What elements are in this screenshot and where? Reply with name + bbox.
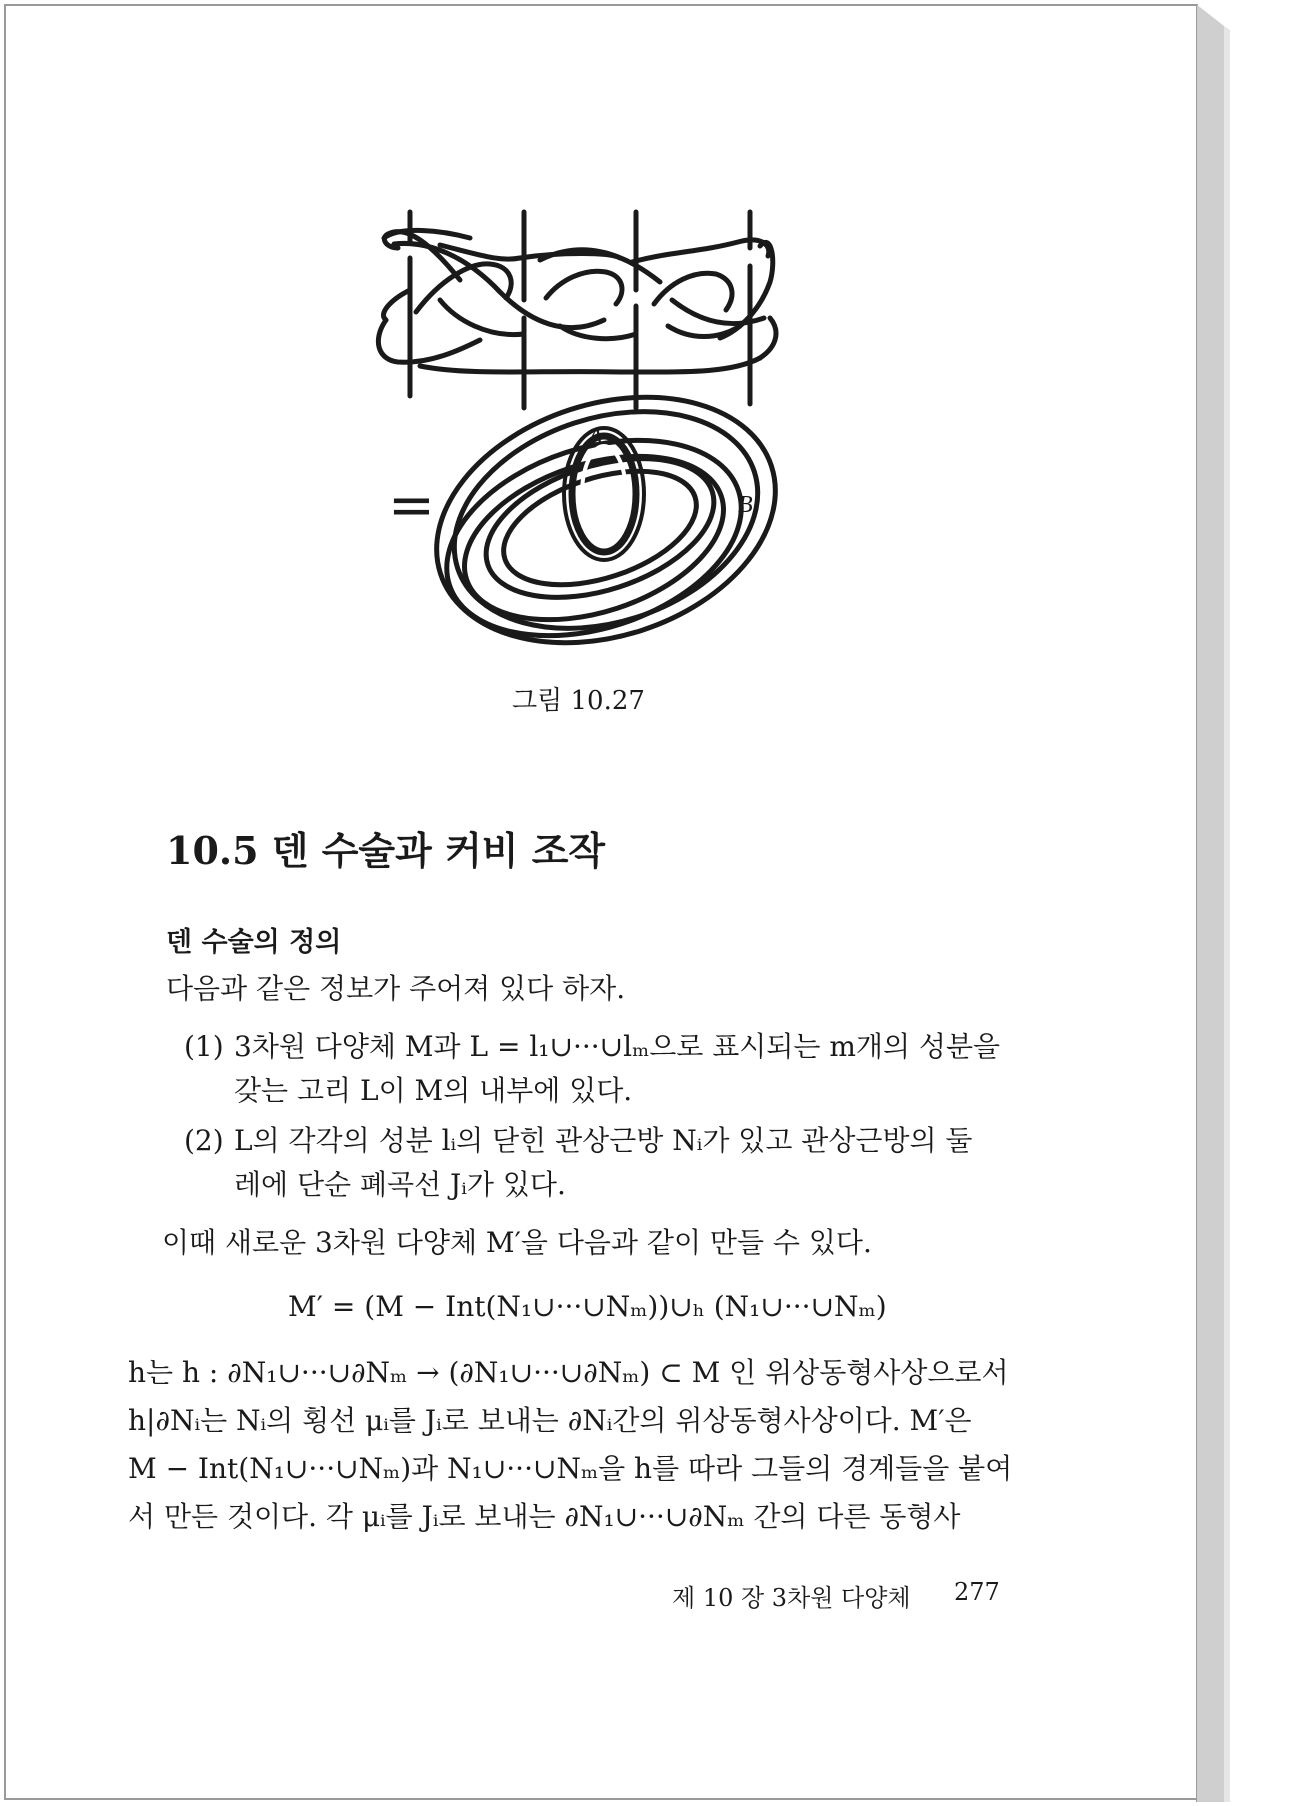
item-1-line-2: 갖는 고리 L이 M의 내부에 있다. xyxy=(234,1074,633,1107)
braided-link-diagram xyxy=(378,212,776,408)
page-number: 277 xyxy=(954,1578,1000,1606)
paragraph-line-3: M − Int(N₁∪···∪Nₘ)과 N₁∪···∪Nₘ을 h를 따라 그들의 경계들을 붙여 xyxy=(128,1452,1013,1485)
section-title: 10.5 덴 수술과 커비 조작 xyxy=(166,828,606,873)
label-b: B xyxy=(738,492,753,518)
paragraph-line-2: h|∂Nᵢ는 Nᵢ의 횡선 μᵢ를 Jᵢ로 보내는 ∂Nᵢ간의 위상동형사상이다. M′은 xyxy=(128,1404,972,1437)
paragraph-line-1: h는 h : ∂N₁∪···∪∂Nₘ → (∂N₁∪···∪∂Nₘ) ⊂ M 인 위상동형사상으로서 xyxy=(128,1356,1009,1389)
label-a: A xyxy=(588,424,603,450)
linked-torus-diagram xyxy=(405,356,808,684)
figure-10-27 xyxy=(0,0,1290,760)
definition-heading: 덴 수술의 정의 xyxy=(166,927,342,958)
item-2-line-2: 레에 단순 폐곡선 Jᵢ가 있다. xyxy=(234,1168,566,1201)
figure-caption: 그림 10.27 xyxy=(512,686,645,716)
paragraph-line-4: 서 만든 것이다. 각 μᵢ를 Jᵢ로 보내는 ∂N₁∪···∪∂Nₘ 간의 다른 동형사 xyxy=(128,1500,961,1533)
item-1-line-1: 3차원 다양체 M과 L = l₁∪···∪lₘ으로 표시되는 m개의 성분을 xyxy=(234,1030,1001,1063)
running-footer-chapter: 제 10 장 3차원 다양체 xyxy=(672,1584,911,1612)
item-1-number: (1) xyxy=(184,1030,224,1063)
display-formula: M′ = (M − Int(N₁∪···∪Nₘ))∪ₕ (N₁∪···∪Nₘ) xyxy=(288,1290,887,1323)
item-2-line-1: L의 각각의 성분 lᵢ의 닫힌 관상근방 Nᵢ가 있고 관상근방의 둘 xyxy=(234,1124,973,1157)
intro-line: 다음과 같은 정보가 주어져 있다 하자. xyxy=(166,972,626,1005)
item-2-number: (2) xyxy=(184,1124,224,1157)
after-items-line: 이때 새로운 3차원 다양체 M′을 다음과 같이 만들 수 있다. xyxy=(162,1226,872,1259)
equals-sign: = xyxy=(388,473,435,538)
